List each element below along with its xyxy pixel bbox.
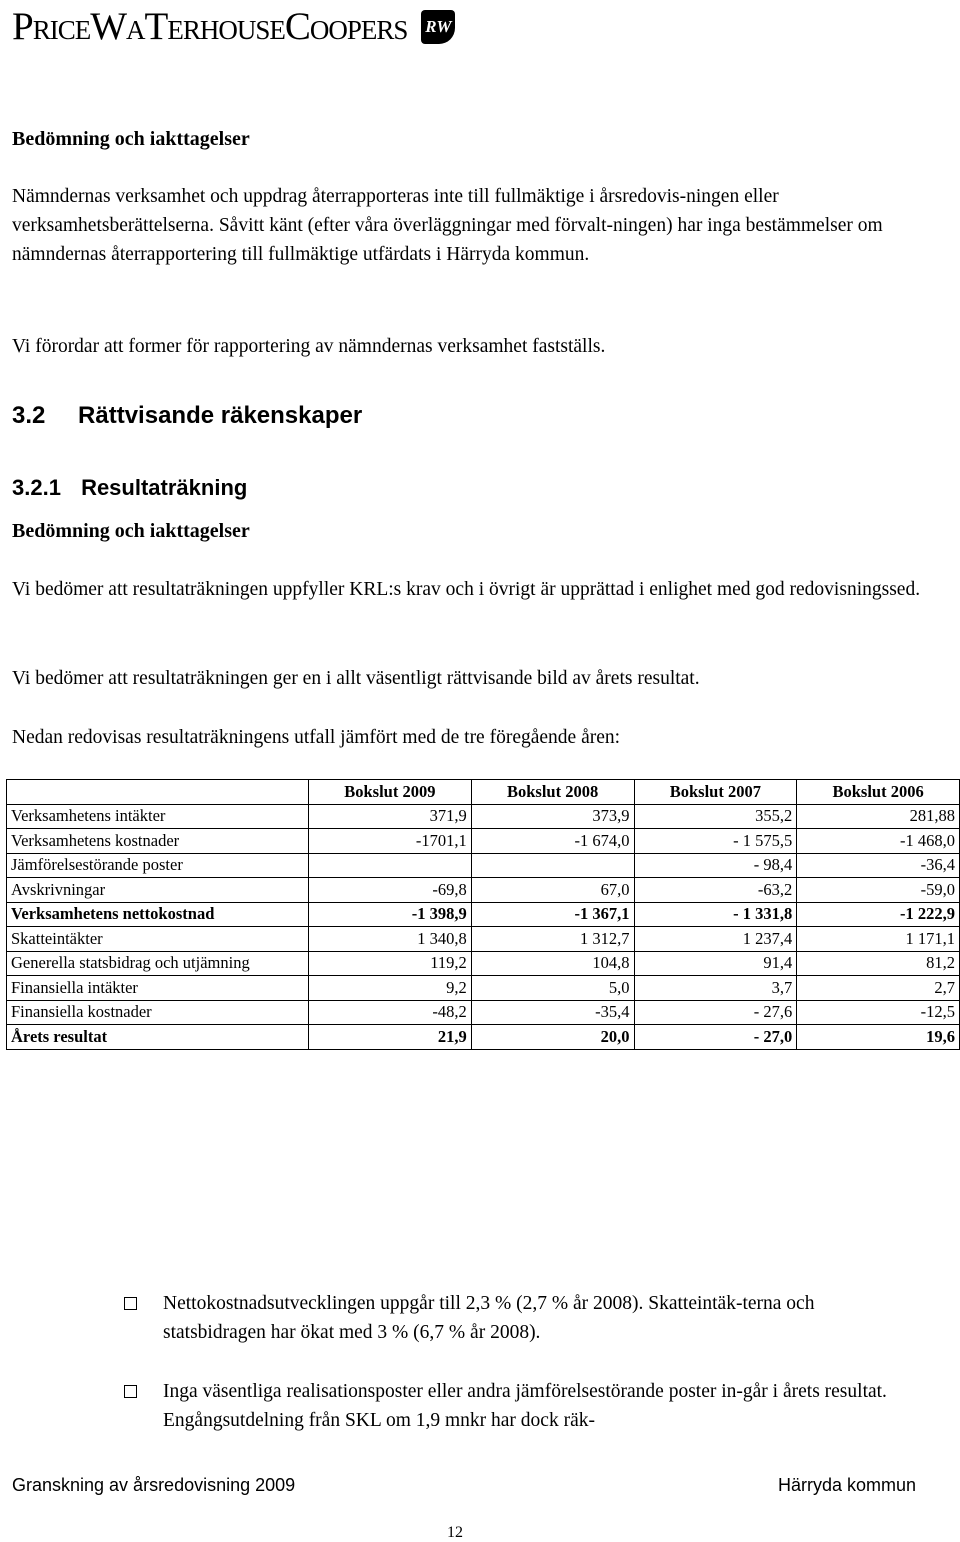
row-value: -63,2 (634, 878, 797, 903)
table-row (7, 829, 960, 854)
table-row (7, 951, 960, 976)
table-row (7, 1025, 960, 1050)
table-row (7, 976, 960, 1001)
section-number: 3.2 (12, 402, 46, 429)
subsection-title: Resultaträkning (81, 475, 248, 500)
row-label: Jämförelsestörande poster (7, 853, 309, 878)
page-number: 12 (447, 1524, 463, 1541)
row-label: Årets resultat (7, 1025, 309, 1050)
row-label: Finansiella intäkter (7, 976, 309, 1001)
body-paragraph: Vi bedömer att resultaträkningen ger en i allt väsentligt rättvisande bild av årets resultat. (12, 668, 700, 689)
row-value: -69,8 (309, 878, 472, 903)
row-value: 104,8 (471, 951, 634, 976)
table-row (7, 1000, 960, 1025)
body-paragraph: Nämndernas verksamhet och uppdrag återrapporteras inte till fullmäktige i årsredovis-ningen eller verksamhetsberättelserna. Såvitt känt (efter våra överläggningar med förvalt-ningen) har inga bestämmelser om nämndernas återrapportering till fullmäktige utfärdats i Härryda kommun. (12, 186, 883, 265)
row-value: 19,6 (797, 1025, 960, 1050)
row-value: 1 237,4 (634, 927, 797, 952)
bullet-item: Nettokostnadsutvecklingen uppgår till 2,3 % (2,7 % år 2008). Skatteintäk-terna och statsbidragen har ökat med 3 % (6,7 % år 2008). (163, 1293, 815, 1343)
body-paragraph: Vi bedömer att resultaträkningen uppfyller KRL:s krav och i övrigt är upprättad i enlighet med god redovisningssed. (12, 579, 921, 600)
row-value: -1 674,0 (471, 829, 634, 854)
section-subheading: Bedömning och iakttagelser (12, 520, 250, 542)
table-header-cell (7, 780, 309, 805)
table-row (7, 878, 960, 903)
row-value: 119,2 (309, 951, 472, 976)
row-label: Skatteintäkter (7, 927, 309, 952)
row-value: 21,9 (309, 1025, 472, 1050)
row-value: -35,4 (471, 1000, 634, 1025)
row-label: Avskrivningar (7, 878, 309, 903)
square-bullet-icon (124, 1385, 137, 1398)
row-value: - 1 575,5 (634, 829, 797, 854)
square-bullet-icon (124, 1297, 137, 1310)
row-value: -1 468,0 (797, 829, 960, 854)
row-value: -48,2 (309, 1000, 472, 1025)
subsection-number: 3.2.1 (12, 475, 61, 500)
footer-right: Härryda kommun (777, 1475, 916, 1495)
row-value: 373,9 (471, 804, 634, 829)
row-value: - 98,4 (634, 853, 797, 878)
row-value: 1 312,7 (471, 927, 634, 952)
row-value: -12,5 (797, 1000, 960, 1025)
table-header-cell: Bokslut 2008 (471, 780, 634, 805)
row-value: 1 340,8 (309, 927, 472, 952)
logo-wordmark: PriceWaTerhouseCoopers (12, 5, 408, 48)
row-value: 355,2 (634, 804, 797, 829)
row-value: 81,2 (797, 951, 960, 976)
row-value: 371,9 (309, 804, 472, 829)
row-value: - 27,6 (634, 1000, 797, 1025)
bullet-item: Inga väsentliga realisationsposter eller andra jämförelsestörande poster in-går i årets resultat. Engångsutdelning från SKL om 1,9 mnkr har dock räk- (163, 1381, 887, 1431)
body-paragraph: Vi förordar att former för rapportering av nämndernas verksamhet fastställs. (12, 336, 606, 357)
table-header-cell: Bokslut 2006 (797, 780, 960, 805)
section-subheading: Bedömning och iakttagelser (12, 128, 250, 150)
row-value: 91,4 (634, 951, 797, 976)
company-logo (12, 4, 455, 50)
row-value: -1 398,9 (309, 902, 472, 927)
subsection-heading (12, 475, 247, 501)
table-header-cell: Bokslut 2007 (634, 780, 797, 805)
row-value: -59,0 (797, 878, 960, 903)
row-value: 3,7 (634, 976, 797, 1001)
row-value: 2,7 (797, 976, 960, 1001)
row-value: 20,0 (471, 1025, 634, 1050)
row-value (471, 853, 634, 878)
row-value: 5,0 (471, 976, 634, 1001)
row-label: Verksamhetens kostnader (7, 829, 309, 854)
table-header-cell: Bokslut 2009 (309, 780, 472, 805)
row-value: 1 171,1 (797, 927, 960, 952)
section-heading (12, 402, 362, 430)
row-value: -1 222,9 (797, 902, 960, 927)
row-value: - 1 331,8 (634, 902, 797, 927)
footer-left: Granskning av årsredovisning 2009 (12, 1475, 296, 1495)
table-row (7, 804, 960, 829)
row-value: - 27,0 (634, 1025, 797, 1050)
row-label: Finansiella kostnader (7, 1000, 309, 1025)
row-value: 67,0 (471, 878, 634, 903)
row-value: -1 367,1 (471, 902, 634, 927)
row-label: Generella statsbidrag och utjämning (7, 951, 309, 976)
table-row (7, 853, 960, 878)
row-label: Verksamhetens intäkter (7, 804, 309, 829)
logo-seal-icon: RW (421, 10, 455, 44)
row-value: 9,2 (309, 976, 472, 1001)
row-label: Verksamhetens nettokostnad (7, 902, 309, 927)
table-header-row (7, 780, 960, 805)
section-title: Rättvisande räkenskaper (78, 402, 363, 429)
body-paragraph: Nedan redovisas resultaträkningens utfall jämfört med de tre föregående åren: (12, 727, 621, 748)
income-statement-table (6, 779, 960, 1050)
table-row (7, 927, 960, 952)
table-row (7, 902, 960, 927)
row-value: -36,4 (797, 853, 960, 878)
row-value: 281,88 (797, 804, 960, 829)
row-value (309, 853, 472, 878)
row-value: -1701,1 (309, 829, 472, 854)
